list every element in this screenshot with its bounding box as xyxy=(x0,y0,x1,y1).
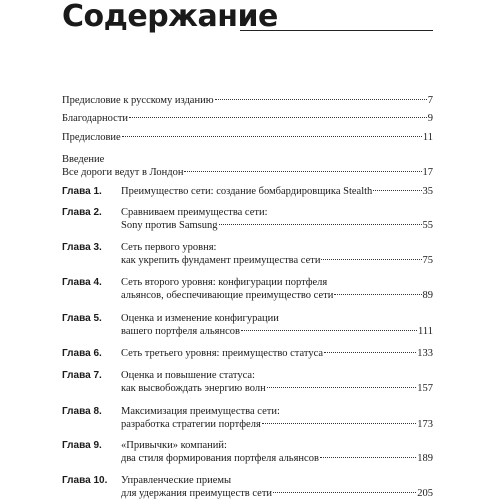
page-number: 17 xyxy=(422,167,433,178)
entry-text-line: Управленческие приемы xyxy=(121,475,232,486)
entry-text-line: Максимизация преимущества сети: xyxy=(121,406,280,417)
toc-entry[interactable] xyxy=(62,185,433,198)
dot-leader xyxy=(334,294,421,295)
toc-entry[interactable] xyxy=(62,94,433,107)
dot-leader xyxy=(373,190,421,191)
toc-entry[interactable] xyxy=(62,241,433,267)
title-rule xyxy=(240,30,433,31)
toc-entry[interactable] xyxy=(62,347,433,360)
entry-text-line: «Привычки» компаний: xyxy=(121,440,227,451)
page-number: 55 xyxy=(422,220,433,231)
chapter-number: Глава 6. xyxy=(62,348,102,359)
entry-title: Предисловие xyxy=(62,132,121,143)
entry-text-line: Введение xyxy=(62,154,105,165)
page-number: 173 xyxy=(417,419,433,430)
chapter-number: Глава 2. xyxy=(62,207,102,218)
page-number: 7 xyxy=(427,95,433,106)
toc-entry[interactable] xyxy=(62,474,433,500)
toc-entry[interactable] xyxy=(62,369,433,395)
toc-entry[interactable] xyxy=(62,112,433,125)
page-number: 11 xyxy=(422,132,433,143)
chapter-number: Глава 9. xyxy=(62,440,102,451)
toc-entry[interactable] xyxy=(62,131,433,144)
dot-leader xyxy=(273,492,416,493)
dot-leader xyxy=(129,117,427,118)
page-number: 75 xyxy=(422,255,433,266)
dot-leader xyxy=(122,136,422,137)
chapter-number: Глава 10. xyxy=(62,475,108,486)
dot-leader xyxy=(219,224,422,225)
dot-leader xyxy=(262,423,416,424)
page-number: 205 xyxy=(417,488,433,499)
page-number: 9 xyxy=(427,113,433,124)
entry-text-line: Сеть первого уровня: xyxy=(121,242,217,253)
toc-entry[interactable] xyxy=(62,405,433,431)
entry-title: Преимущество сети: создание бомбардировщика Stealth xyxy=(121,186,373,197)
entry-title: как высвобождать энергию волн xyxy=(121,383,266,394)
chapter-number: Глава 7. xyxy=(62,370,102,381)
entry-text-line: Оценка и изменение конфигурации xyxy=(121,313,279,324)
entry-title: Предисловие к русскому изданию xyxy=(62,95,214,106)
chapter-number: Глава 3. xyxy=(62,242,102,253)
page-number: 133 xyxy=(417,348,433,359)
entry-title: альянсов, обеспечивающие преимущество сети xyxy=(121,290,334,301)
entry-title: два стиля формирования портфеля альянсов xyxy=(121,453,319,464)
entry-title: разработка стратегии портфеля xyxy=(121,419,261,430)
toc-entry[interactable] xyxy=(62,153,433,179)
page-title: Содержание xyxy=(62,0,278,34)
entry-title: как укрепить фундамент преимущества сети xyxy=(121,255,321,266)
entry-title: Sony против Samsung xyxy=(121,220,218,231)
page-number: 189 xyxy=(417,453,433,464)
chapter-number: Глава 5. xyxy=(62,313,102,324)
dot-leader xyxy=(324,352,416,353)
toc-entry[interactable] xyxy=(62,276,433,302)
entry-title: для удержания преимуществ сети xyxy=(121,488,273,499)
entry-title: вашего портфеля альянсов xyxy=(121,326,240,337)
chapter-number: Глава 1. xyxy=(62,186,102,197)
dot-leader xyxy=(184,171,421,172)
dot-leader xyxy=(320,457,416,458)
page-number: 111 xyxy=(418,326,433,337)
dot-leader xyxy=(215,99,427,100)
page-number: 89 xyxy=(422,290,433,301)
page-number: 157 xyxy=(417,383,433,394)
dot-leader xyxy=(321,259,421,260)
page-number: 35 xyxy=(422,186,433,197)
toc-entry[interactable] xyxy=(62,206,433,232)
dot-leader xyxy=(267,387,417,388)
entry-text-line: Сравниваем преимущества сети: xyxy=(121,207,268,218)
toc-entry[interactable] xyxy=(62,312,433,338)
dot-leader xyxy=(241,330,417,331)
entry-title: Все дороги ведут в Лондон xyxy=(62,167,184,178)
toc-entry[interactable] xyxy=(62,439,433,465)
chapter-number: Глава 4. xyxy=(62,277,102,288)
entry-text-line: Сеть второго уровня: конфигурации портфеля xyxy=(121,277,328,288)
entry-text-line: Оценка и повышение статуса: xyxy=(121,370,255,381)
chapter-number: Глава 8. xyxy=(62,406,102,417)
entry-title: Сеть третьего уровня: преимущество статуса xyxy=(121,348,324,359)
entry-title: Благодарности xyxy=(62,113,129,124)
